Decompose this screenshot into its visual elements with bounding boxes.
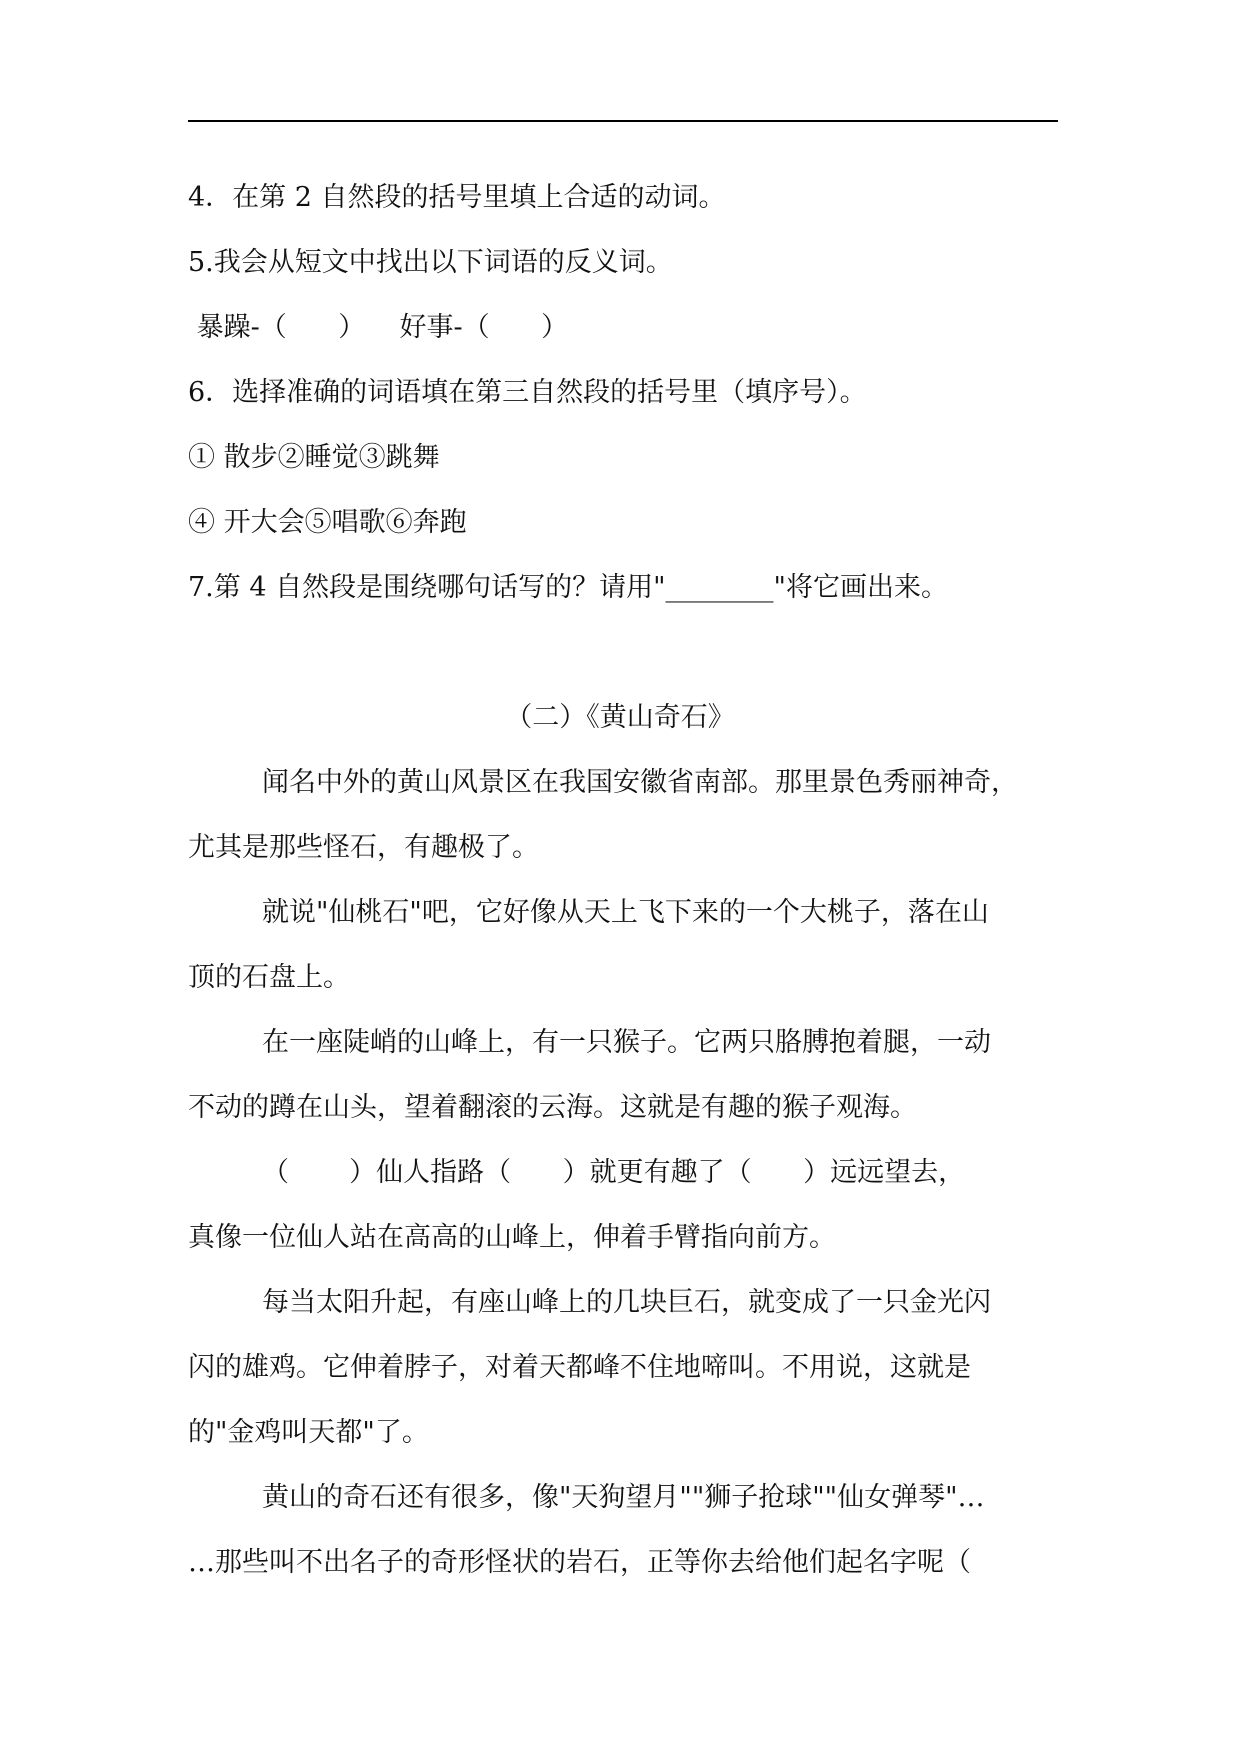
passage-line: 每当太阳升起，有座山峰上的几块巨石，就变成了一只金光闪: [262, 1287, 991, 1318]
question-5: 5.我会从短文中找出以下词语的反义词。: [188, 247, 673, 278]
question-7: 7.第 4 自然段是围绕哪句话写的？请用"________"将它画出来。: [188, 572, 948, 603]
question-6-options-2: ④ 开大会⑤唱歌⑥奔跑: [188, 507, 467, 538]
passage-line: 黄山的奇石还有很多，像"天狗望月""狮子抢球""仙女弹琴"…: [262, 1482, 985, 1513]
header-rule: [188, 120, 1058, 122]
question-6-options-1: ① 散步②睡觉③跳舞: [188, 442, 440, 473]
passage-line: 的"金鸡叫天都"了。: [188, 1417, 429, 1448]
passage-line: 尤其是那些怪石，有趣极了。: [188, 832, 539, 863]
passage-line: 顶的石盘上。: [188, 962, 350, 993]
passage-line: 在一座陡峭的山峰上，有一只猴子。它两只胳膊抱着腿，一动: [262, 1027, 991, 1058]
question-4: 4．在第 2 自然段的括号里填上合适的动词。: [188, 182, 726, 213]
passage-line: …那些叫不出名子的奇形怪状的岩石，正等你去给他们起名字呢（: [188, 1547, 971, 1578]
question-6: 6．选择准确的词语填在第三自然段的括号里（填序号）。: [188, 377, 867, 408]
question-5-blanks: 暴躁-（ ） 好事-（ ）: [188, 312, 569, 343]
passage-line: 闻名中外的黄山风景区在我国安徽省南部。那里景色秀丽神奇，: [262, 767, 1018, 798]
passage-line: 就说"仙桃石"吧，它好像从天上飞下来的一个大桃子，落在山: [262, 897, 989, 928]
passage-line: 不动的蹲在山头，望着翻滚的云海。这就是有趣的猴子观海。: [188, 1092, 917, 1123]
passage-title: （二）《黄山奇石》: [505, 702, 735, 733]
passage-line: 闪的雄鸡。它伸着脖子，对着天都峰不住地啼叫。不用说，这就是: [188, 1352, 971, 1383]
passage-line: （ ）仙人指路（ ）就更有趣了（ ）远远望去，: [262, 1157, 966, 1188]
passage-line: 真像一位仙人站在高高的山峰上，伸着手臂指向前方。: [188, 1222, 836, 1253]
